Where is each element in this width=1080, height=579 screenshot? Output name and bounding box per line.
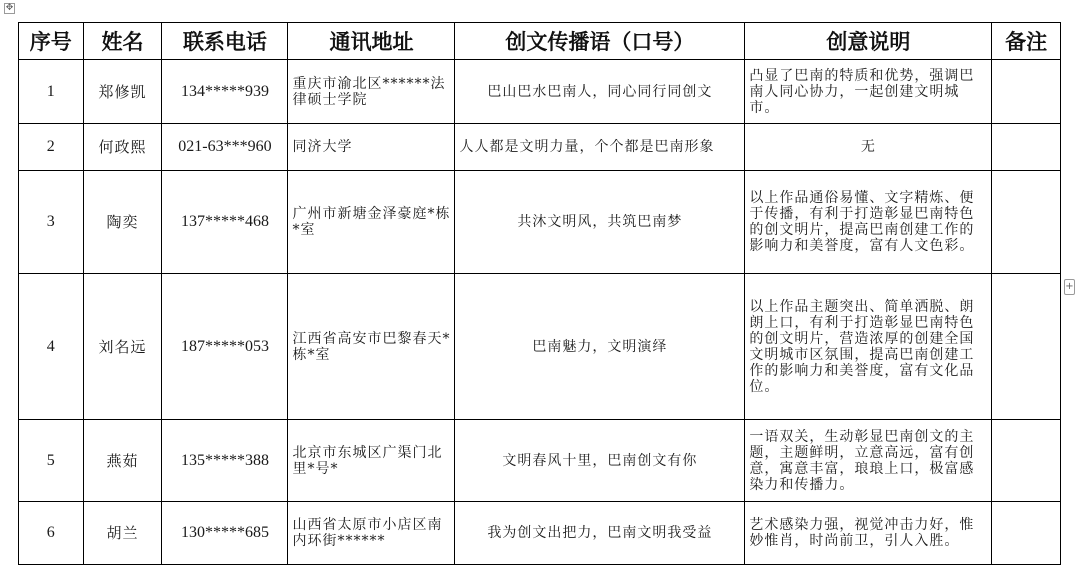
- cell-slogan[interactable]: 共沐文明风，共筑巴南梦: [455, 171, 745, 274]
- header-slogan: 创文传播语（口号）: [455, 23, 745, 60]
- header-address: 通讯地址: [288, 23, 455, 60]
- header-phone: 联系电话: [162, 23, 288, 60]
- cell-address[interactable]: 广州市新塘金泽豪庭*栋*室: [288, 171, 455, 274]
- cell-slogan[interactable]: 巴南魅力，文明演绎: [455, 274, 745, 420]
- cell-phone[interactable]: 137*****468: [162, 171, 288, 274]
- cell-no[interactable]: 3: [19, 171, 84, 274]
- cell-phone[interactable]: 135*****388: [162, 420, 288, 502]
- cell-explanation[interactable]: 艺术感染力强，视觉冲击力好，惟妙惟肖，时尚前卫，引人入胜。: [745, 502, 992, 565]
- cell-remark[interactable]: [992, 274, 1061, 420]
- cell-explanation[interactable]: 凸显了巴南的特质和优势，强调巴南人同心协力，一起创建文明城市。: [745, 60, 992, 124]
- cell-remark[interactable]: [992, 420, 1061, 502]
- cell-remark[interactable]: [992, 502, 1061, 565]
- table-move-handle-icon[interactable]: ✥: [5, 3, 14, 13]
- table-row: [19, 274, 1061, 420]
- cell-explanation[interactable]: 一语双关，生动彰显巴南创文的主题，主题鲜明，立意高远，富有创意，寓意丰富，琅琅上口，极富感染力和传播力。: [745, 420, 992, 502]
- cell-remark[interactable]: [992, 124, 1061, 171]
- cell-phone[interactable]: 021-63***960: [162, 124, 288, 171]
- cell-slogan[interactable]: 文明春风十里，巴南创文有你: [455, 420, 745, 502]
- header-no: 序号: [19, 23, 84, 60]
- cell-name[interactable]: 胡兰: [83, 502, 162, 565]
- cell-phone[interactable]: 187*****053: [162, 274, 288, 420]
- add-column-button[interactable]: +: [1064, 279, 1075, 295]
- table-row: [19, 60, 1061, 124]
- cell-address[interactable]: 山西省太原市小店区南内环街******: [288, 502, 455, 565]
- cell-no[interactable]: 4: [19, 274, 84, 420]
- table-row: [19, 171, 1061, 274]
- submission-table: [18, 22, 1061, 565]
- table-row: [19, 420, 1061, 502]
- cell-remark[interactable]: [992, 60, 1061, 124]
- cell-name[interactable]: 燕茹: [83, 420, 162, 502]
- cell-address[interactable]: 北京市东城区广渠门北里*号*: [288, 420, 455, 502]
- cell-address[interactable]: 同济大学: [288, 124, 455, 171]
- cell-slogan[interactable]: 巴山巴水巴南人，同心同行同创文: [455, 60, 745, 124]
- header-name: 姓名: [83, 23, 162, 60]
- cell-name[interactable]: 何政熙: [83, 124, 162, 171]
- cell-phone[interactable]: 134*****939: [162, 60, 288, 124]
- header-row: [19, 23, 1061, 60]
- header-remark: 备注: [992, 23, 1061, 60]
- cell-phone[interactable]: 130*****685: [162, 502, 288, 565]
- cell-no[interactable]: 6: [19, 502, 84, 565]
- cell-slogan[interactable]: 人人都是文明力量，个个都是巴南形象: [455, 124, 745, 171]
- cell-explanation[interactable]: 以上作品主题突出、简单洒脱、朗朗上口，有利于打造彰显巴南特色的创文明片，营造浓厚的创建全国文明城市区氛围，提高巴南创建工作的影响力和美誉度，富有文化品位。: [745, 274, 992, 420]
- cell-remark[interactable]: [992, 171, 1061, 274]
- cell-explanation[interactable]: 以上作品通俗易懂、文字精炼、便于传播，有利于打造彰显巴南特色的创文明片，提高巴南创建工作的影响力和美誉度，富有人文色彩。: [745, 171, 992, 274]
- cell-name[interactable]: 陶奕: [83, 171, 162, 274]
- cell-address[interactable]: 江西省高安市巴黎春天*栋*室: [288, 274, 455, 420]
- table-row: [19, 502, 1061, 565]
- header-explanation: 创意说明: [745, 23, 992, 60]
- cell-name[interactable]: 刘名远: [83, 274, 162, 420]
- cell-address[interactable]: 重庆市渝北区******法律硕士学院: [288, 60, 455, 124]
- table-row: [19, 124, 1061, 171]
- cell-no[interactable]: 1: [19, 60, 84, 124]
- cell-no[interactable]: 5: [19, 420, 84, 502]
- cell-slogan[interactable]: 我为创文出把力，巴南文明我受益: [455, 502, 745, 565]
- cell-explanation[interactable]: 无: [745, 124, 992, 171]
- cell-name[interactable]: 郑修凯: [83, 60, 162, 124]
- cell-no[interactable]: 2: [19, 124, 84, 171]
